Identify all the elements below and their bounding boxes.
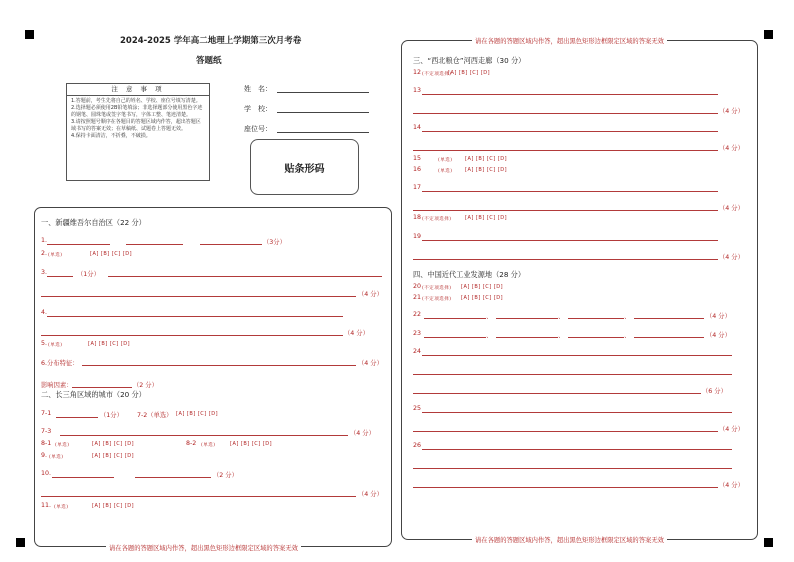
q25-number: 25	[413, 405, 422, 412]
q7-3-line[interactable]	[60, 435, 348, 436]
q25-line-2[interactable]	[413, 431, 718, 432]
q16-number: 16	[413, 166, 422, 173]
q12-type-tag: (不定项选择)	[422, 72, 452, 77]
q11-type-tag: (单选)	[54, 505, 69, 510]
seat-label: 座位号：	[244, 125, 272, 133]
q13-line-2[interactable]	[413, 113, 718, 114]
q22-blank-3[interactable]	[568, 318, 624, 319]
registration-mark-bottom-right	[764, 538, 773, 547]
q23-end-score: （4 分）	[706, 332, 731, 339]
q26-line-3[interactable]	[413, 487, 718, 488]
q20-number: 20	[413, 283, 422, 290]
q21-options[interactable]: [A] [B] [C] [D]	[461, 295, 504, 301]
q3-score: （1分）	[77, 271, 100, 278]
q6b-label: 影响因素：	[41, 382, 73, 389]
page-title: 2024-2025 学年高二地理上学期第三次月考卷	[120, 36, 302, 46]
q19-line-1[interactable]	[422, 240, 718, 241]
notice-body	[67, 96, 209, 142]
q4-line-2[interactable]	[41, 335, 343, 336]
notice-item: 3.请按照题号顺序在各题目的答题区域内作答，超出答题区域书写的答案无效；在草稿纸、试题卷上答题无效。	[71, 119, 201, 132]
q8-2-type-tag: (单选)	[201, 443, 216, 448]
q11-number: 11.	[41, 502, 52, 509]
q5-options[interactable]: [A] [B] [C] [D]	[88, 341, 131, 347]
registration-mark-top-left	[25, 30, 34, 39]
q26-end-score: （4 分）	[719, 482, 744, 489]
q1-blank-1[interactable]	[47, 244, 110, 245]
q13-line-1[interactable]	[422, 94, 718, 95]
q10-blank-2[interactable]	[135, 477, 211, 478]
q18-options[interactable]: [A] [B] [C] [D]	[465, 215, 508, 221]
q16-options[interactable]: [A] [B] [C] [D]	[465, 167, 508, 173]
q8-1-options[interactable]: [A] [B] [C] [D]	[92, 441, 135, 447]
q7-1-number: 7-1	[41, 410, 52, 417]
q22-number: 22	[413, 311, 422, 318]
notice-title: 注 意 事 项	[67, 84, 209, 96]
q22-blank-1[interactable]	[424, 318, 486, 319]
q6b-line[interactable]	[72, 387, 132, 388]
q7-2-options[interactable]: [A] [B] [C] [D]	[176, 411, 219, 417]
q10-number: 10.	[41, 470, 52, 477]
q24-number: 24	[413, 348, 422, 355]
q24-end-score: （6 分）	[702, 388, 727, 395]
q23-blank-1[interactable]	[424, 337, 486, 338]
q9-options[interactable]: [A] [B] [C] [D]	[92, 453, 135, 459]
q17-line-2[interactable]	[413, 210, 718, 211]
q9-type-tag: (单选)	[49, 455, 64, 460]
q19-number: 19	[413, 233, 422, 240]
page-subtitle: 答题纸	[196, 56, 222, 66]
q9-number: 9.	[41, 452, 48, 459]
q19-line-2[interactable]	[413, 259, 718, 260]
q22-blank-4[interactable]	[634, 318, 704, 319]
q10-score: （2 分）	[213, 472, 238, 479]
q3-number: 3.	[41, 269, 48, 276]
registration-mark-bottom-left	[16, 538, 25, 547]
q10-blank-1[interactable]	[52, 477, 114, 478]
q22-sep: 、	[624, 313, 631, 320]
q23-blank-3[interactable]	[568, 337, 624, 338]
notice-box	[66, 83, 210, 181]
q4-number: 4.	[41, 309, 48, 316]
q13-number: 13	[413, 87, 422, 94]
q22-blank-2[interactable]	[496, 318, 558, 319]
q18-type-tag: (不定项选择)	[422, 217, 452, 222]
name-label: 姓 名：	[244, 85, 272, 93]
right-answer-box	[401, 40, 758, 540]
q7-3-end-score: （4 分）	[350, 430, 375, 437]
q6b-score: （2 分）	[133, 382, 158, 389]
q20-options[interactable]: [A] [B] [C] [D]	[461, 284, 504, 290]
footer-note-bottom-right: 请在各题的答题区域内作答，超出黑色矩形边框限定区域的答案无效	[472, 535, 667, 544]
name-field[interactable]	[277, 92, 369, 93]
q14-line-2[interactable]	[413, 150, 718, 151]
q11-options[interactable]: [A] [B] [C] [D]	[92, 503, 135, 509]
q24-line-3[interactable]	[413, 393, 701, 394]
q8-2-options[interactable]: [A] [B] [C] [D]	[230, 441, 273, 447]
q7-1-score: （1分）	[100, 412, 123, 419]
q7-1-blank[interactable]	[56, 417, 98, 418]
q3-blank-1[interactable]	[47, 276, 73, 277]
q8-1-number: 8-1	[41, 440, 52, 447]
notice-item: 4.保持卡面清洁，不折叠，不破损。	[71, 133, 151, 139]
section-1-title: 一、新疆维吾尔自治区（22 分）	[41, 218, 146, 227]
school-label: 学 校：	[244, 105, 272, 113]
q25-end-score: （4 分）	[719, 426, 744, 433]
q7-3-number: 7-3	[41, 428, 52, 435]
q15-type-tag: (单选)	[438, 158, 453, 163]
q12-options[interactable]: [A] [B] [C] [D]	[448, 70, 491, 76]
q2-options[interactable]: [A] [B] [C] [D]	[90, 251, 133, 257]
notice-item: 1.答题前，考生先将自己的姓名、学校、座位号填写清楚。	[71, 98, 201, 104]
section-3-title: 三、“西北粮仓”河西走廊（30 分）	[413, 56, 526, 65]
q22-sep: 、	[558, 313, 565, 320]
q24-line-2[interactable]	[413, 374, 732, 375]
q24-line-1[interactable]	[422, 355, 732, 356]
q7-2-number: 7-2（单选）	[137, 412, 173, 419]
q26-number: 26	[413, 442, 422, 449]
q21-type-tag: (不定项选择)	[422, 297, 452, 302]
q1-blank-2[interactable]	[126, 244, 183, 245]
q1-blank-3[interactable]	[200, 244, 262, 245]
q16-type-tag: (单选)	[438, 169, 453, 174]
registration-mark-top-right	[764, 30, 773, 39]
q10-end-score: （4 分）	[358, 491, 383, 498]
q6-label: 6.分布特征：	[41, 360, 79, 367]
q17-end-score: （4 分）	[719, 205, 744, 212]
q3-end-score: （4 分）	[358, 291, 383, 298]
q8-2-number: 8-2	[186, 440, 197, 447]
q15-number: 15	[413, 155, 422, 162]
q2-number: 2.	[41, 250, 48, 257]
q14-line-1[interactable]	[422, 131, 718, 132]
q3-line-1[interactable]	[108, 276, 382, 277]
q17-line-1[interactable]	[422, 191, 718, 192]
q4-end-score: （4 分）	[344, 330, 369, 337]
notice-item: 2.选择题必须使用2B铅笔填涂；非选择题部分使用黑色字迹的钢笔、圆珠笔或签字笔书写，字体工整、笔迹清楚。	[71, 105, 203, 118]
q23-number: 23	[413, 330, 422, 337]
seat-field[interactable]	[277, 132, 369, 133]
q23-sep: 、	[624, 332, 631, 339]
q5-number: 5.	[41, 340, 48, 347]
q4-line-1[interactable]	[47, 316, 343, 317]
q26-line-1[interactable]	[422, 449, 732, 450]
q23-blank-4[interactable]	[634, 337, 704, 338]
q3-line-2[interactable]	[41, 296, 356, 297]
q5-type-tag: (单选)	[48, 343, 63, 348]
q15-options[interactable]: [A] [B] [C] [D]	[465, 156, 508, 162]
q8-1-type-tag: (单选)	[55, 443, 70, 448]
q10-line[interactable]	[41, 496, 356, 497]
q6-line[interactable]	[82, 365, 356, 366]
q25-line-1[interactable]	[422, 412, 732, 413]
q17-number: 17	[413, 184, 422, 191]
q23-sep: 、	[486, 332, 493, 339]
footer-note-top-right: 请在各题的答题区域内作答，超出黑色矩形边框限定区域的答案无效	[472, 36, 667, 45]
barcode-area: 贴条形码	[250, 139, 359, 195]
q12-number: 12	[413, 69, 422, 76]
section-2-title: 二、长三角区域的城市（20 分）	[41, 390, 146, 399]
q21-number: 21	[413, 294, 422, 301]
q23-blank-2[interactable]	[496, 337, 558, 338]
q2-type-tag: (单选)	[48, 253, 63, 258]
q13-end-score: （4 分）	[719, 108, 744, 115]
q1-score: （3分）	[263, 239, 286, 246]
q6-end-score: （4 分）	[358, 360, 383, 367]
q1-number: 1.	[41, 237, 48, 244]
q14-end-score: （4 分）	[719, 145, 744, 152]
q20-type-tag: (不定项选择)	[422, 286, 452, 291]
q14-number: 14	[413, 124, 422, 131]
school-field[interactable]	[277, 112, 369, 113]
q22-sep: 、	[486, 313, 493, 320]
section-4-title: 四、中国近代工业发源地（28 分）	[413, 270, 526, 279]
q19-end-score: （4 分）	[719, 254, 744, 261]
q22-end-score: （4 分）	[706, 313, 731, 320]
q26-line-2[interactable]	[413, 468, 732, 469]
footer-note-left: 请在各题的答题区域内作答，超出黑色矩形边框限定区域的答案无效	[106, 543, 301, 552]
q23-sep: 、	[558, 332, 565, 339]
q18-number: 18	[413, 214, 422, 221]
